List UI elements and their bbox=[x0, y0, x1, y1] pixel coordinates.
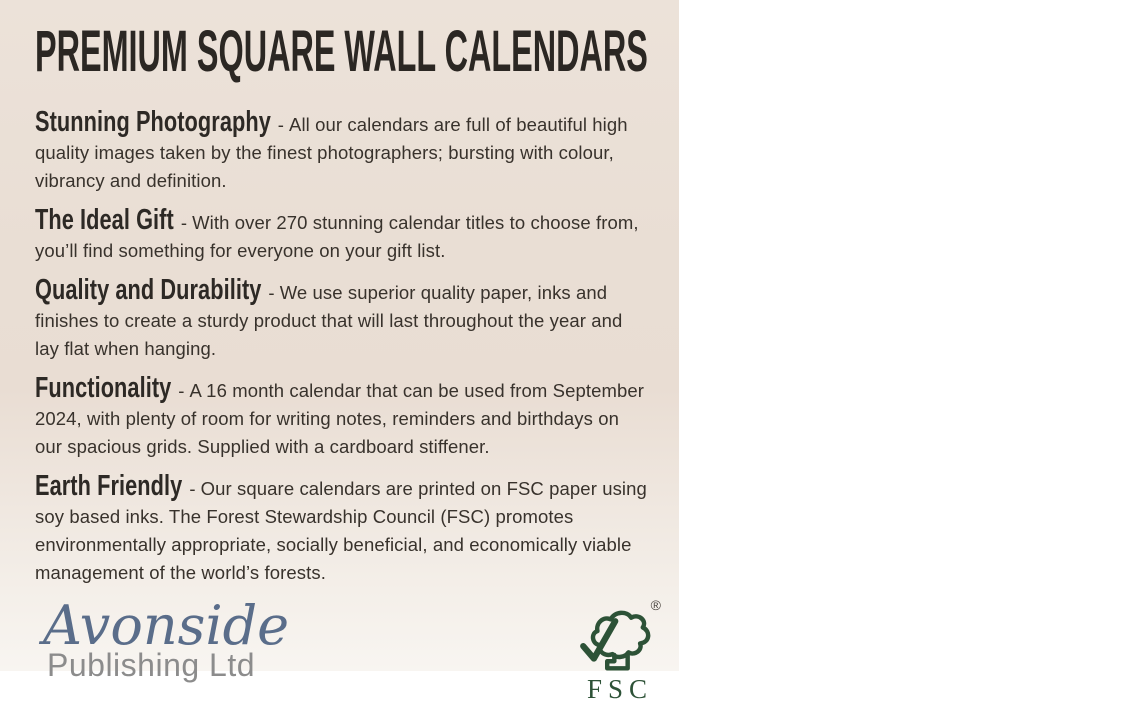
brand-subtitle: Publishing Ltd bbox=[47, 647, 256, 683]
separator-dash: - bbox=[180, 212, 188, 233]
feature-ideal-gift bbox=[35, 206, 651, 265]
feature-quality-durability bbox=[35, 276, 651, 363]
fsc-label: FSC bbox=[586, 674, 654, 704]
separator-dash: - bbox=[189, 478, 196, 499]
separator-dash: - bbox=[277, 114, 285, 135]
feature-heading: Functionality bbox=[35, 372, 172, 404]
feature-heading: Quality and Durability bbox=[35, 274, 262, 306]
separator-dash: - bbox=[178, 380, 185, 401]
feature-body: Our square calendars are printed on FSC paper using soy based inks. The Forest Stewardship Council (FSC) promotes environmentally appropriate, socially beneficial, and economically viable management of the world’s forests. bbox=[35, 478, 647, 583]
feature-heading: Earth Friendly bbox=[35, 470, 183, 502]
fsc-tree-icon bbox=[577, 604, 657, 674]
brand-name: Avonside bbox=[43, 594, 290, 657]
page-title: PREMIUM SQUARE WALL CALENDARS bbox=[35, 19, 648, 84]
feature-functionality bbox=[35, 374, 651, 461]
fsc-logo bbox=[571, 597, 663, 704]
feature-body: All our calendars are full of beautiful high quality images taken by the finest photographers; bursting with colour, vibrancy and definition. bbox=[35, 114, 628, 191]
feature-earth-friendly bbox=[35, 472, 651, 587]
brand-logo bbox=[43, 594, 290, 683]
registered-trademark-icon: ® bbox=[650, 597, 661, 613]
feature-body: A 16 month calendar that can be used from September 2024, with plenty of room for writing notes, reminders and birthdays on our spacious grids. Supplied with a cardboard stiffener. bbox=[35, 380, 645, 457]
feature-heading: Stunning Photography bbox=[35, 106, 271, 138]
feature-list bbox=[35, 108, 651, 587]
separator-dash: - bbox=[268, 282, 275, 303]
feature-stunning-photography bbox=[35, 108, 651, 195]
footer bbox=[35, 594, 663, 704]
feature-heading: The Ideal Gift bbox=[35, 204, 174, 236]
feature-body: We use superior quality paper, inks and finishes to create a sturdy product that will last throughout the year and lay flat when hanging. bbox=[35, 282, 623, 359]
feature-body: With over 270 stunning calendar titles to choose from, you’ll find something for everyone on your gift list. bbox=[35, 212, 639, 261]
